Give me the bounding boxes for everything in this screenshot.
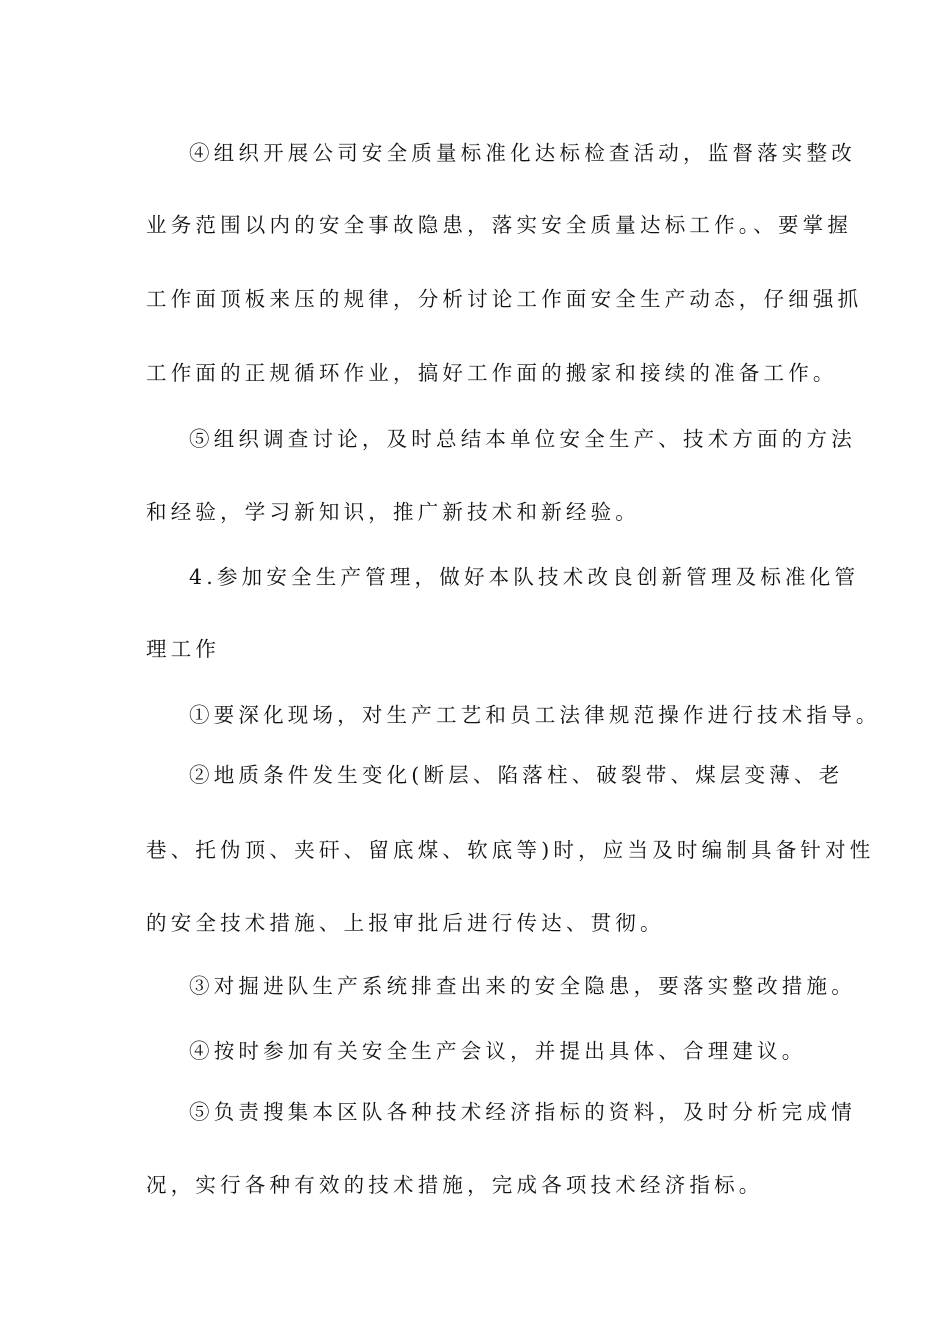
paragraph-line: ⑤组织调查讨论，及时总结本单位安全生产、技术方面的方法: [189, 427, 856, 451]
paragraph-line: ①要深化现场，对生产工艺和员工法律规范操作进行技术指导。: [189, 703, 881, 727]
paragraph-line: 工作面的正规循环作业，搞好工作面的搬家和接续的准备工作。: [146, 361, 838, 385]
paragraph-line: 况，实行各种有效的技术措施，完成各项技术经济指标。: [146, 1173, 764, 1197]
paragraph-line: ④按时参加有关安全生产会议，并提出具体、合理建议。: [189, 1039, 807, 1063]
paragraph-line: ③对掘进队生产系统排查出来的安全隐患，要落实整改措施。: [189, 974, 856, 998]
paragraph-line: 工作面顶板来压的规律，分析讨论工作面安全生产动态，仔细强抓: [146, 287, 863, 311]
paragraph-line: ⑤负责搜集本区队各种技术经济指标的资料，及时分析完成情: [189, 1100, 856, 1124]
paragraph-line: 巷、托伪顶、夹矸、留底煤、软底等)时，应当及时编制具备针对性: [146, 838, 875, 862]
paragraph-line: 和经验，学习新知识，推广新技术和新经验。: [146, 500, 640, 524]
paragraph-line: 的安全技术措施、上报审批后进行传达、贯彻。: [146, 911, 665, 935]
paragraph-line: ④组织开展公司安全质量标准化达标检查活动，监督落实整改: [189, 141, 856, 165]
paragraph-line: 业务范围以内的安全事故隐患，落实安全质量达标工作。、要掌握: [146, 213, 853, 237]
paragraph-line: 理工作: [146, 637, 221, 661]
paragraph-line: 4.参加安全生产管理，做好本队技术改良创新管理及标准化管: [189, 565, 860, 589]
paragraph-line: ②地质条件发生变化(断层、陷落柱、破裂带、煤层变薄、老: [189, 763, 844, 787]
